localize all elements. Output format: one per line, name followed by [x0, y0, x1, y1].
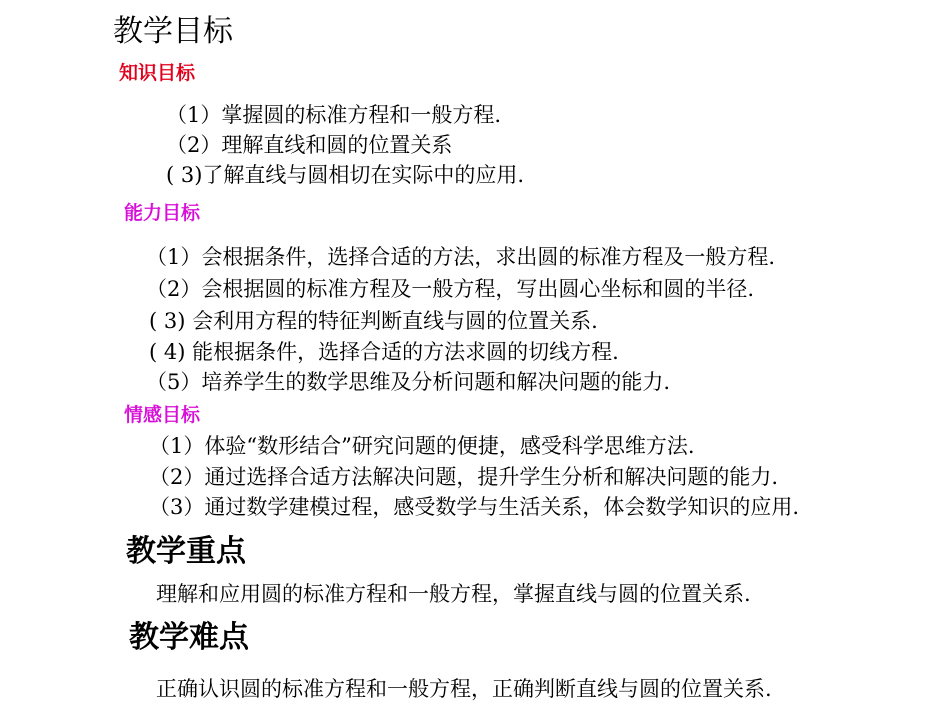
key-points-heading: 教学重点 [126, 534, 246, 569]
knowledge-item-1: （1）掌握圆的标准方程和一般方程. [166, 103, 502, 127]
ability-item-4: ( 4) 能根据条件，选择合适的方法求圆的切线方程. [149, 340, 619, 364]
key-points-text: 理解和应用圆的标准方程和一般方程，掌握直线与圆的位置关系. [156, 582, 751, 606]
ability-item-5: （5）培养学生的数学思维及分析问题和解决问题的能力. [146, 370, 671, 394]
knowledge-item-3: ( 3)了解直线与圆相切在实际中的应用. [166, 163, 525, 187]
emotion-item-3: （3）通过数学建模过程，感受数学与生活关系，体会数学知识的应用. [149, 495, 800, 519]
emotion-item-1: （1）体验“数形结合”研究问题的便捷，感受科学思维方法. [149, 434, 695, 458]
emotion-objectives-heading: 情感目标 [124, 404, 201, 426]
difficulties-heading: 教学难点 [129, 620, 249, 655]
page-title: 教学目标 [113, 14, 233, 49]
difficulties-text: 正确认识圆的标准方程和一般方程，正确判断直线与圆的位置关系. [156, 677, 772, 701]
ability-objectives-heading: 能力目标 [124, 202, 201, 224]
knowledge-objectives-heading: 知识目标 [119, 62, 196, 84]
ability-item-2: （2）会根据圆的标准方程及一般方程，写出圆心坐标和圆的半径. [146, 277, 755, 301]
knowledge-item-2: （2）理解直线和圆的位置关系 [166, 133, 453, 157]
ability-item-3: ( 3) 会利用方程的特征判断直线与圆的位置关系. [149, 309, 598, 333]
emotion-item-2: （2）通过选择合适方法解决问题，提升学生分析和解决问题的能力. [149, 465, 779, 489]
ability-item-1: （1）会根据条件，选择合适的方法，求出圆的标准方程及一般方程. [146, 245, 776, 269]
